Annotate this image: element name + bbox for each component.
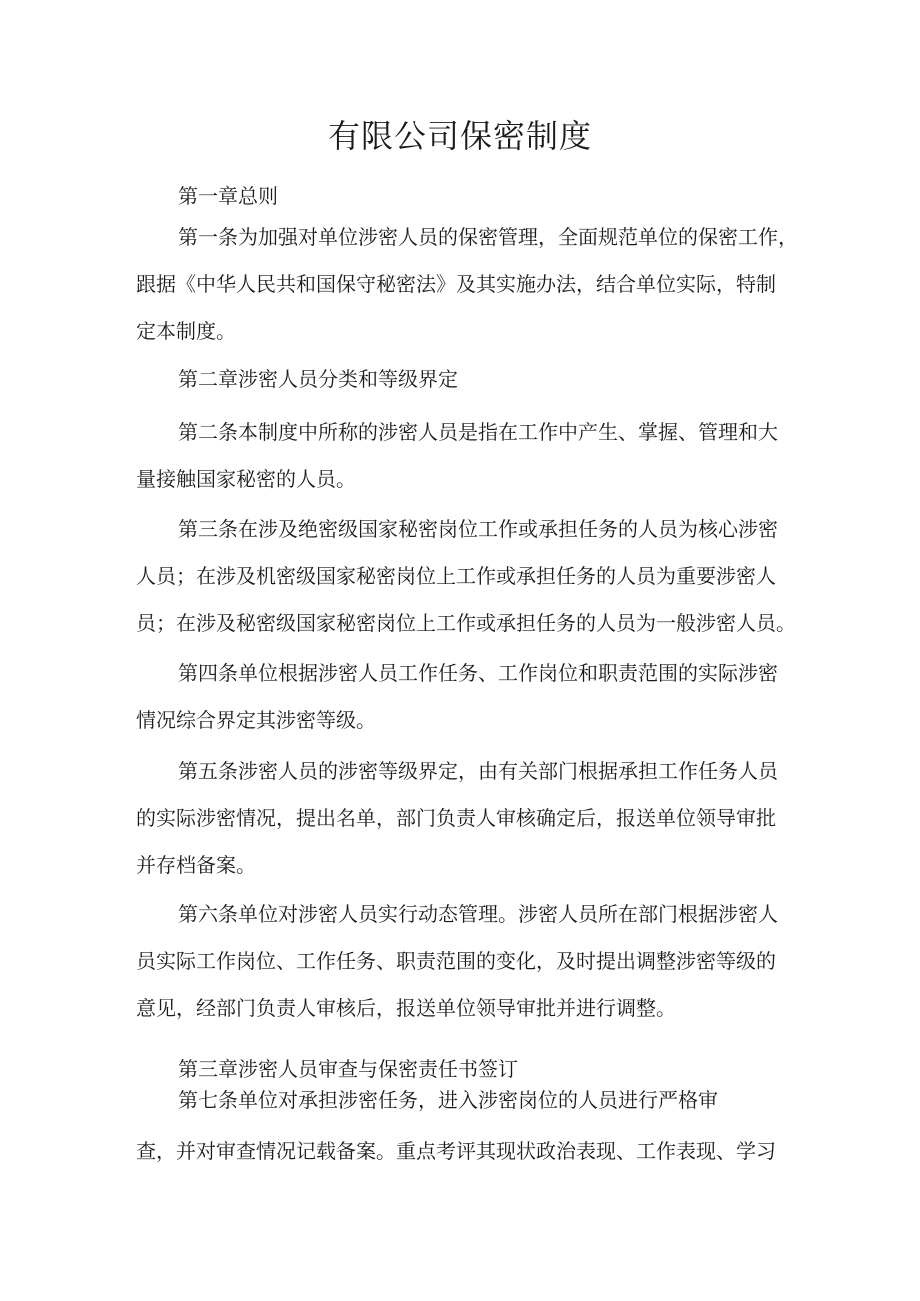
text-line: 第三条在涉及绝密级国家秘密岗位工作或承担任务的人员为核心涉密: [178, 517, 778, 541]
text-line: 情况综合界定其涉密等级。: [136, 708, 376, 732]
text-line: 员实际工作岗位、工作任务、职责范围的变化，及时提出调整涉密等级的: [136, 949, 776, 973]
text-line: 第四条单位根据涉密人员工作任务、工作岗位和职责范围的实际涉密: [178, 661, 778, 685]
text-line: 第七条单位对承担涉密任务，进入涉密岗位的人员进行严格审: [178, 1088, 718, 1112]
text-line: 并存档备案。: [136, 853, 256, 877]
article-1: [136, 214, 796, 355]
text-line: 人员；在涉及机密级国家秘密岗位上工作或承担任务的人员为重要涉密人: [136, 564, 776, 588]
article-4: [136, 650, 796, 744]
text-line: 查，并对审查情况记载备案。重点考评其现状政治表现、工作表现、学习: [136, 1139, 776, 1163]
text-line: 第三章涉密人员审查与保密责任书签订: [178, 1057, 518, 1081]
text-line: 第二章涉密人员分类和等级界定: [178, 367, 458, 391]
article-3: [136, 506, 796, 647]
chapter-heading-1: [136, 173, 796, 220]
text-line: 跟据《中华人民共和国保守秘密法》及其实施办法，结合单位实际，特制: [136, 272, 776, 296]
document-title: 有限公司保密制度: [327, 117, 592, 155]
text-line: 定本制度。: [136, 319, 236, 343]
chapter-heading-3-and-article-7: [136, 1054, 796, 1175]
chapter-heading-2: [136, 356, 796, 403]
article-2: [136, 409, 796, 503]
text-line: 第一条为加强对单位涉密人员的保密管理，全面规范单位的保密工作，: [178, 225, 798, 249]
text-line: 意见，经部门负责人审核后，报送单位领导审批并进行调整。: [136, 996, 676, 1020]
text-line: 量接触国家秘密的人员。: [136, 467, 356, 491]
text-line: 第五条涉密人员的涉密等级界定，由有关部门根据承担工作任务人员: [178, 759, 778, 783]
text-line: 第二条本制度中所称的涉密人员是指在工作中产生、掌握、管理和大: [178, 420, 778, 444]
text-line: 的实际涉密情况，提出名单，部门负责人审核确定后，报送单位领导审批: [136, 806, 776, 830]
article-5: [136, 748, 796, 889]
text-line: 第六条单位对涉密人员实行动态管理。涉密人员所在部门根据涉密人: [178, 902, 778, 926]
article-6: [136, 891, 796, 1032]
text-line: 第一章总则: [178, 184, 278, 208]
text-line: 员；在涉及秘密级国家秘密岗位上工作或承担任务的人员为一般涉密人员。: [136, 611, 796, 635]
